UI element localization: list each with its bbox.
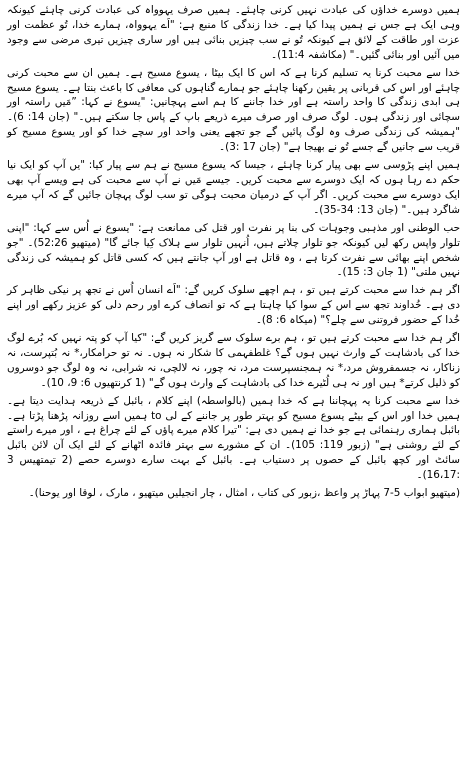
paragraph-reading-list: (میتھیو ابواب 5-7 پہاڑ پر واعظ ،زبور کی کتاب ، امثال ، چار انجیلیں میتھیو ، مارک ، لوقا اور یوحنا)۔ — [28, 487, 460, 500]
paragraph-no-hatred-killing: حب الوطنی اور مذہبی وجوہات کی بنا پر نفرت اور قتل کی ممانعت ہے: "یسوع نے اُس سے کہا: "اپنی تلوار واپس رکھ لیں کیونکہ جو تلوار چلاتے ہیں، اُنہیں تلوار سے ہلاک کِیا جائے گا" (میتھیو 52:26)۔ "جو شخص اپنے بھائی سے نفرت کرتا ہے ، وہ قاتل ہے اور آپ جانتے ہیں کہ کسی قاتل کو ہمیشہ کی زندگی نہیں ملتی" (1 جان 3: 15)۔ — [7, 221, 461, 279]
paragraph-good-conduct: اگر ہم خدا سے محبت کرتے ہیں تو ، ہم اچھے سلوک کریں گے: "اَے انسان اُس نے تجھ پر نیکی ظاہر کر دی ہے۔ خُداوند تجھ سے اس کے سوا کیا چاہتا ہے کہ تو انصاف کرے اور رحم دلی کو عزیز رکھے اور اپنے خُدا کے حضور فروتنی سے چلے؟" (میکاہ 6: 8)۔ — [7, 284, 460, 327]
paragraph-bible-guidance: خدا سے محبت کرنا یہ پہچاننا ہے کہ خدا ہمیں (بالواسطہ) اپنے کلام ، بائبل کے ذریعہ ہدایت دیتا ہے۔ ہمیں خدا اور اس کے بیٹے یسوع مسیح کو بہتر طور پر جاننے کے لی to ہمیں اسے روزانہ پڑھنا پڑتا ہے۔ بائبل ہماری رہنمائی ہے جو خدا نے ہمیں دی ہے: "تیرا کلام میرے پاؤں کے لئے چراغ ہے ، اور میرے راستے کے لئے روشنی ہے" (زبور 119: 105)۔ ان کے مشورے سے بہتر فائدہ اٹھانے کے لئے ایک آن لائن بائبل سائٹ اور کچھ بائبل کے حصوں پر دستیاب ہے۔ بائبل کے بہت سارے دوسرے حصے (2 تیمتھیس 3 :16،17)۔ — [7, 394, 460, 482]
paragraph-avoid-bad-conduct: اگر ہم خدا سے محبت کرتے ہیں تو ، ہم برے سلوک سے گریز کریں گے: "کیا آپ کو پتہ نہیں کہ بُرے لوگ خدا کی بادشاہت کے وارث نہیں ہوں گے؟ غلطفہمی کا شکار نہ ہوں۔ نہ تو حرامکار،* نہ بُتپرست، نہ زناکار، نہ جسمفروش مرد،* نہ ہمجنسپرست مرد، نہ چور، نہ لالچی، نہ شرابی، نہ وہ لوگ جو دوسروں کو ذلیل کرتے* ہیں اور نہ ہی لُٹیرے خدا کی بادشاہت کے وارث ہوں گے" (1 کرنتھیوں 6: 9، 10)۔ — [7, 332, 460, 389]
paragraph-worship-only-jehovah: ہمیں دوسرے خداؤں کی عبادت نہیں کرنی چاہئے۔ ہمیں صرف یہوواہ کی عبادت کرنی چاہئے کیونکہ وہی ایک ہے جس نے ہمیں پیدا کیا ہے۔ خدا زندگی کا منبع ہے: "اَے یہوواہ، ہمارے خدا، تُو عظمت اور عزت اور طاقت کے لائق ہے کیونکہ تُو نے سب چیزیں بنائی ہیں اور ساری چیزیں تیری مرضی سے وجود میں آئیں اور بنائی گئیں۔" (مکاشفہ 11:4)۔ — [7, 4, 460, 61]
paragraph-love-neighbor: ہمیں اپنے پڑوسی سے بھی پیار کرنا چاہئے ، جیسا کہ یسوع مسیح نے ہم سے پیار کیا: "یں آپ کو ایک نیا حکم دے رہا ہوں کہ ایک دوسرے سے محبت کریں۔ جیسے مَیں نے آپ سے محبت کی ہے ویسے آپ بھی ایک دوسرے سے محبت کریں۔ اگر آپ کے درمیان محبت ہوگی تو سب لوگ پہچان جائیں گے کہ آپ میرے شاگرد ہیں۔" (جان 13: 34-35)۔ — [7, 159, 460, 216]
paragraph-love-for-jesus: خدا سے محبت کرنا یہ تسلیم کرنا ہے کہ اس کا ایک بیٹا ، یسوع مسیح ہے۔ ہمیں ان سے محبت کرنی چاہئے اور اس کی قربانی پر یقین رکھنا چاہئے جو ہمارے گناہوں کی معافی کا باعث بنتا ہے۔ یسوع مسیح ہی ابدی زندگی کا واحد راستہ ہے اور خدا جاننے کا ہم اسے پہچانیں: "یسوع نے کہا: ”مَیں راستہ اور سچائی اور زندگی ہوں۔ لوگ صرف اور صرف میرے ذریعے باپ کے پاس جا سکتے ہیں۔" (جان 14: 6)۔ "ہمیشہ کی زندگی صرف وہ لوگ پائیں گے جو تجھے یعنی واحد اور سچے خدا کو اور یسوع مسیح کو قریب سے جانیں گے جسے تُو نے بھیجا ہے" (جان 17 :3)۔ — [7, 66, 460, 154]
